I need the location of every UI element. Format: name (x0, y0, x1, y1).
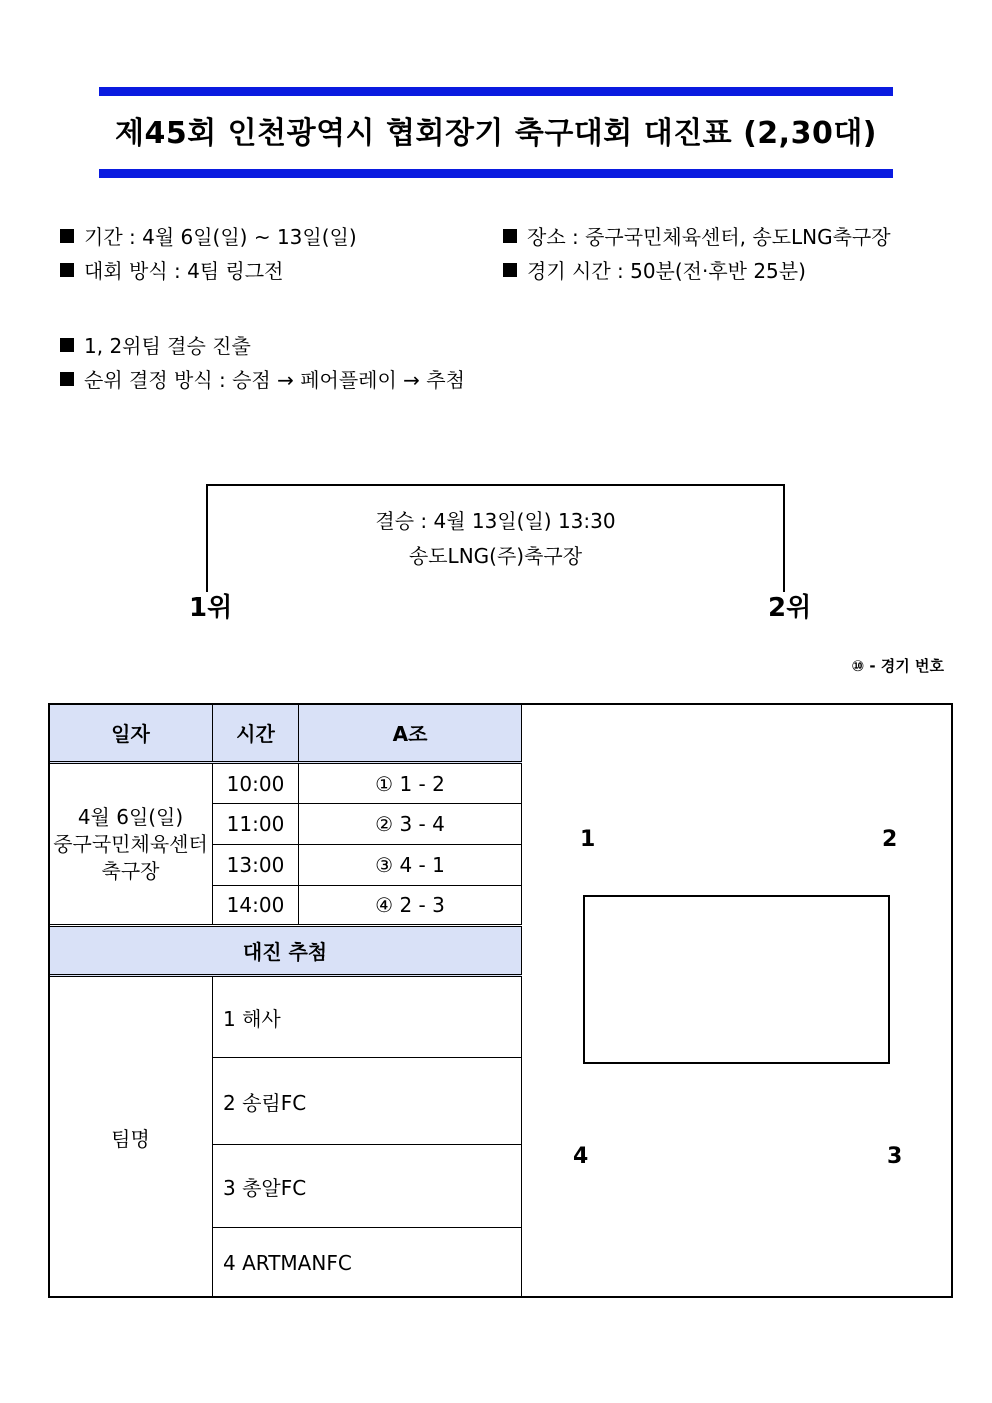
title-top-bar (99, 87, 893, 96)
info-venue: 장소 : 중구국민체육센터, 송도LNG축구장 (503, 225, 891, 249)
info-period: 기간 : 4월 6일(일) ~ 13일(일) (60, 225, 357, 249)
team-name: 4 ARTMANFC (213, 1228, 522, 1298)
header-date: 일자 (49, 704, 213, 763)
final-bracket (206, 484, 785, 592)
match-game: ③ 4 - 1 (299, 845, 522, 886)
header-time: 시간 (213, 704, 299, 763)
info-advance: 1, 2위팀 결승 진출 (60, 334, 251, 358)
team-label: 팀명 (49, 976, 213, 1298)
game-number-legend: ⑩ - 경기 번호 (851, 657, 944, 675)
final-schedule: 결승 : 4월 13일(일) 13:30 (375, 509, 616, 533)
final-venue: 송도LNG(주)축구장 (408, 544, 583, 568)
team-name: 1 해사 (213, 976, 522, 1058)
diagram-court-box (583, 895, 890, 1064)
diagram-team-2: 2 (882, 827, 898, 852)
info-format: 대회 방식 : 4팀 링그전 (60, 259, 283, 283)
info-game-time: 경기 시간 : 50분(전·후반 25분) (503, 259, 806, 283)
team-name: 3 총알FC (213, 1145, 522, 1228)
match-date: 4월 6일(일) (77, 804, 184, 829)
page-title: 제45회 인천광역시 협회장기 축구대회 대진표 (2,30대) (114, 116, 878, 151)
square-bullet-icon (503, 229, 517, 243)
draw-header: 대진 추첨 (49, 926, 522, 976)
header-group: A조 (299, 704, 522, 763)
square-bullet-icon (60, 263, 74, 277)
square-bullet-icon (503, 263, 517, 277)
diagram-team-4: 4 (573, 1144, 589, 1169)
square-bullet-icon (60, 229, 74, 243)
match-time: 11:00 (213, 804, 299, 845)
match-venue: 중구국민체육센터 (53, 831, 208, 856)
diagram-team-3: 3 (887, 1144, 903, 1169)
info-ranking: 순위 결정 방식 : 승점 → 페어플레이 → 추첨 (60, 368, 465, 392)
match-time: 13:00 (213, 845, 299, 886)
diagram-team-1: 1 (580, 827, 596, 852)
final-rank-right: 2위 (768, 593, 812, 623)
match-game: ① 1 - 2 (299, 763, 522, 804)
square-bullet-icon (60, 338, 74, 352)
match-venue-suffix: 축구장 (101, 858, 160, 883)
match-time: 14:00 (213, 886, 299, 926)
match-game: ④ 2 - 3 (299, 886, 522, 926)
match-time: 10:00 (213, 763, 299, 804)
title-bottom-bar (99, 169, 893, 178)
team-name: 2 송림FC (213, 1058, 522, 1145)
final-rank-left: 1위 (189, 593, 233, 623)
square-bullet-icon (60, 372, 74, 386)
match-game: ② 3 - 4 (299, 804, 522, 845)
